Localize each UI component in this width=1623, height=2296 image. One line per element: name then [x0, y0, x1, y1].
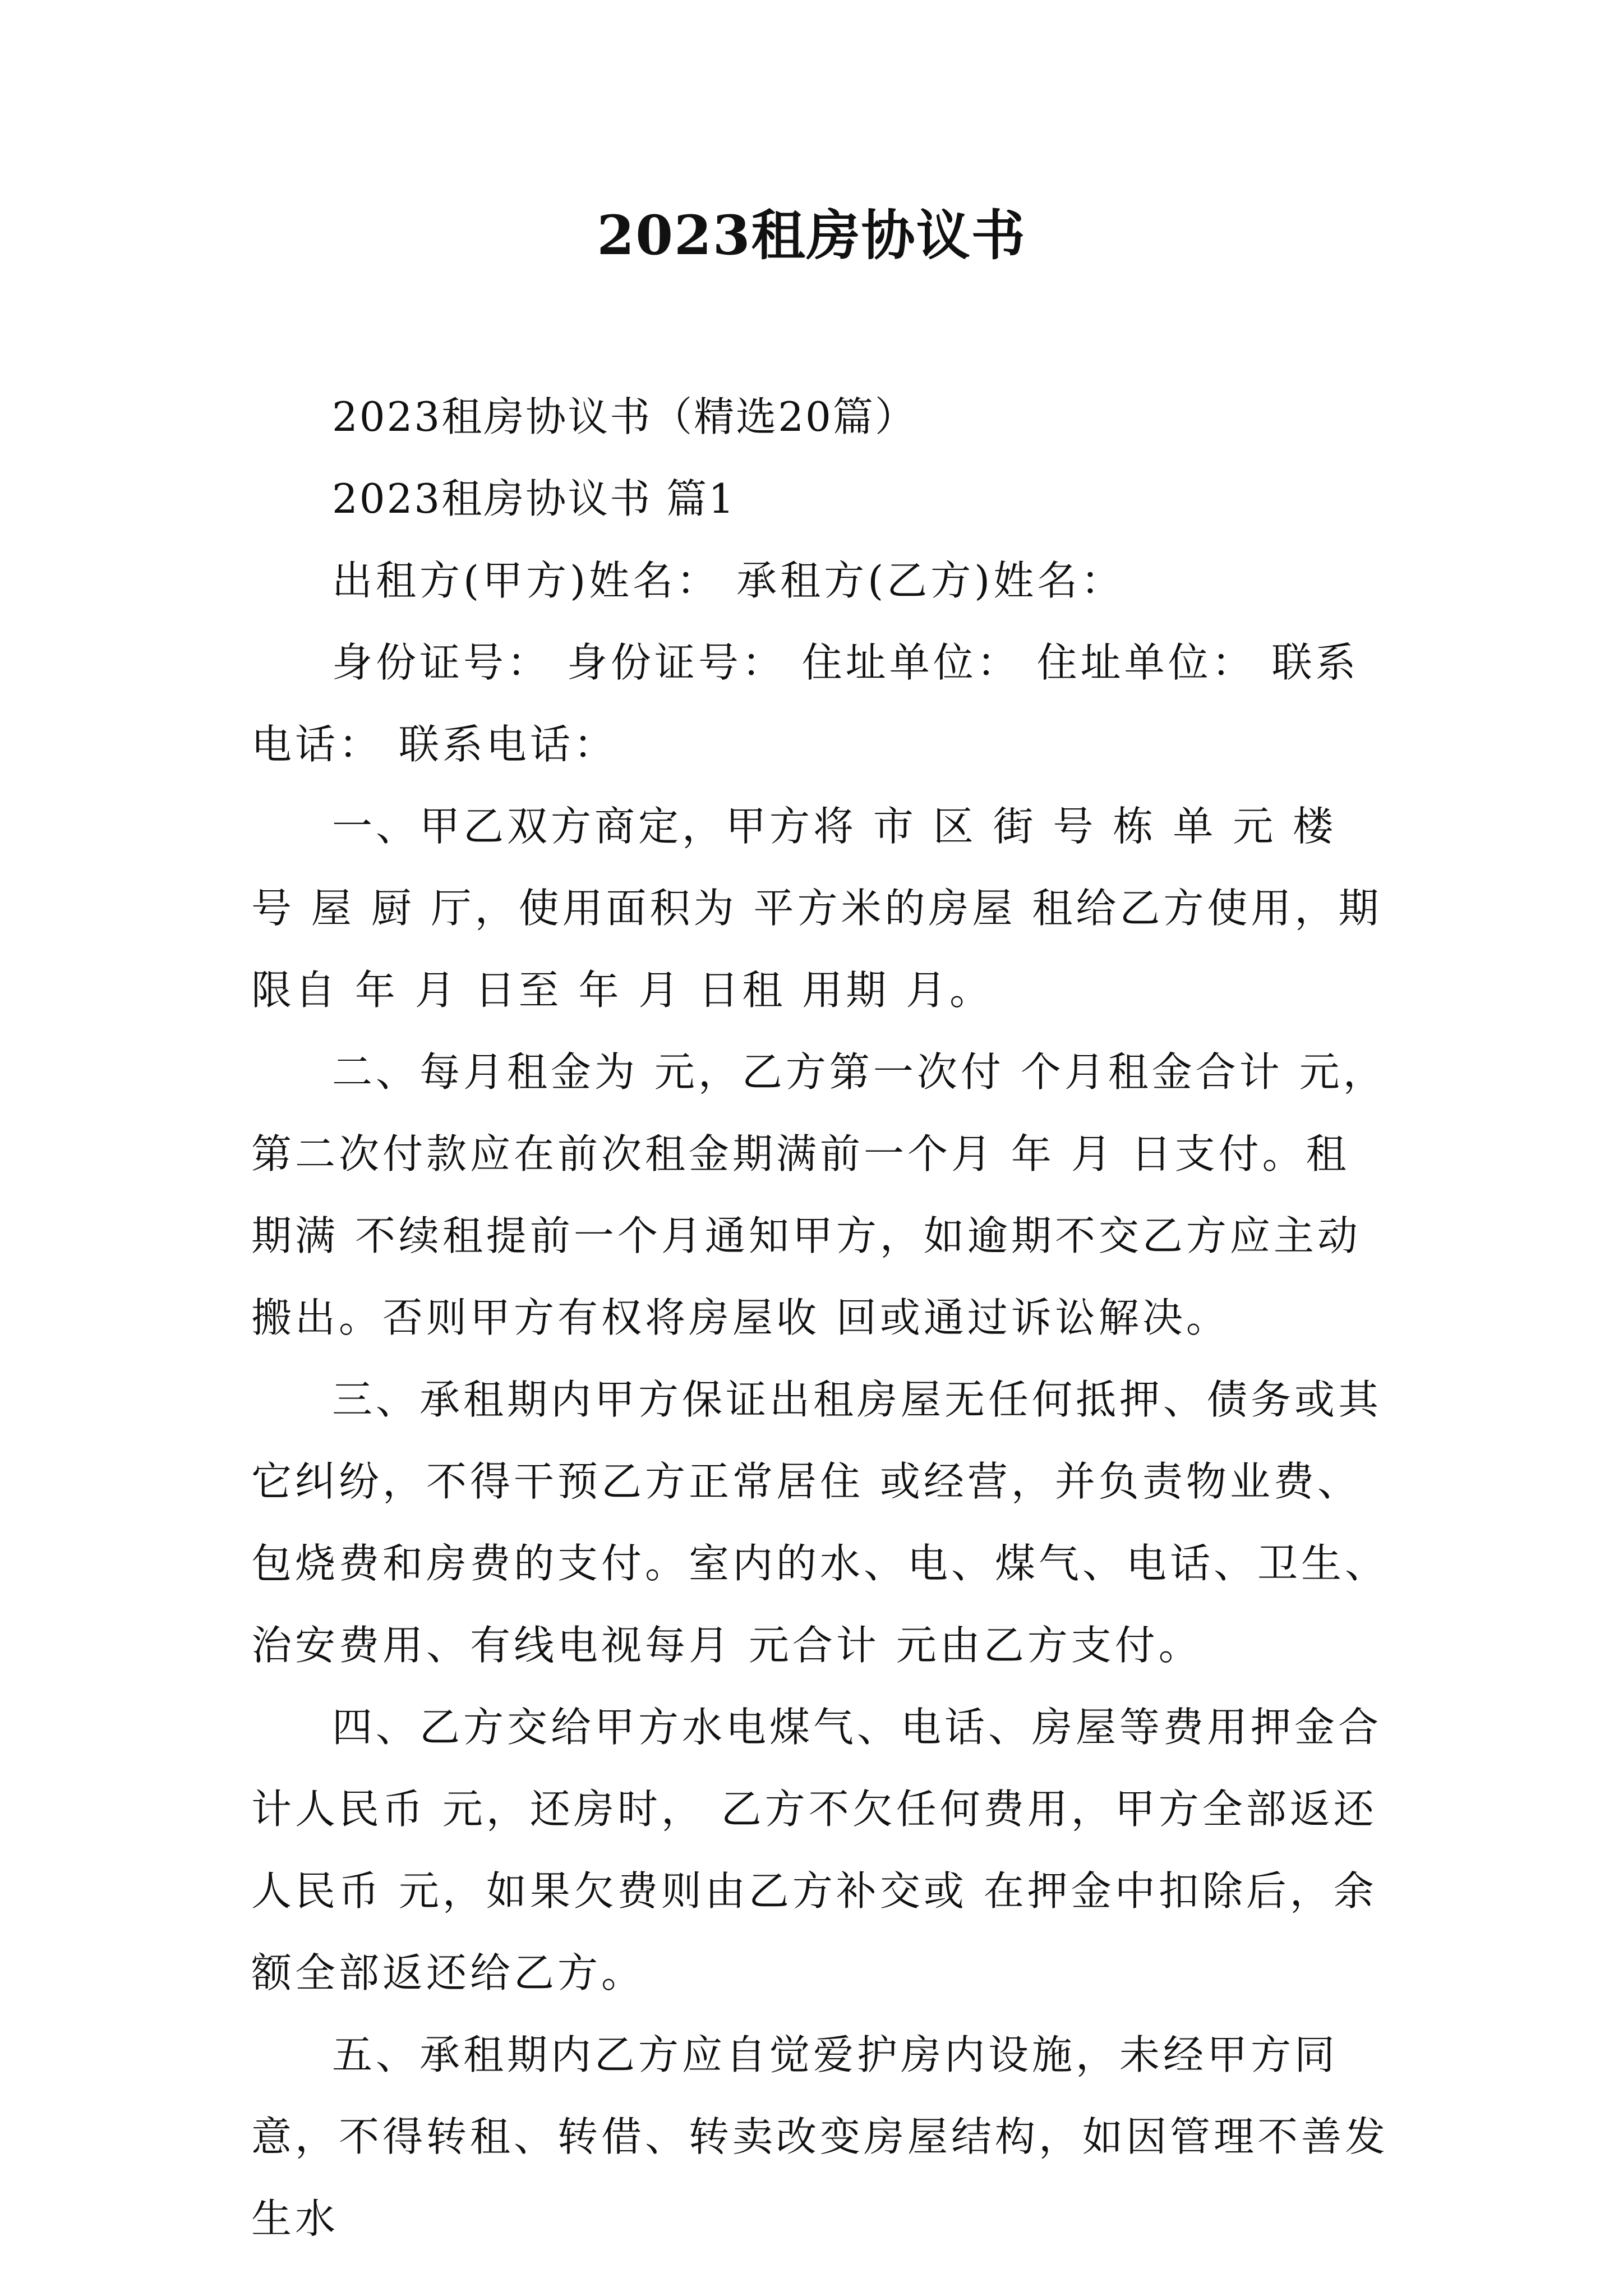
- paragraph-clause-2: 二、每月租金为 元，乙方第一次付 个月租金合计 元，第二次付款应在前次租金期满前一个月 年 月 日支付。租期满 不续租提前一个月通知甲方，如逾期不交乙方应主动搬出。否则甲方有权将房屋收 回或通过诉讼解决。: [251, 1048, 1387, 1341]
- paragraph-clause-4: 四、乙方交给甲方水电煤气、电话、房屋等费用押金合计人民币 元，还房时， 乙方不欠任何费用，甲方全部返还人民币 元，如果欠费则由乙方补交或 在押金中扣除后，余额全部返还给乙方。: [251, 1704, 1382, 1996]
- paragraph-section-heading: 2023租房协议书 篇1: [332, 475, 736, 522]
- document-body: [251, 376, 1390, 2260]
- paragraph-clause-3: 三、承租期内甲方保证出租房屋无任何抵押、债务或其它纠纷，不得干预乙方正常居住 或经营，并负责物业费、包烧费和房费的支付。室内的水、电、煤气、电话、卫生、治安费用、有线电视每月 元合计 元由乙方支付。: [251, 1376, 1389, 1669]
- paragraph-parties: 出租方(甲方)姓名： 承租方(乙方)姓名：: [332, 557, 1125, 604]
- paragraph-clause-1: 一、甲乙双方商定，甲方将 市 区 街 号 栋 单 元 楼 号 屋 厨 厅，使用面积为 平方米的房屋 租给乙方使用，期限自 年 月 日至 年 月 日租 用期 月。: [251, 803, 1382, 1014]
- paragraph-identity: 身份证号： 身份证号： 住址单位： 住址单位： 联系电话： 联系电话：: [251, 639, 1359, 768]
- paragraph-clause-5: 五、承租期内乙方应自觉爱护房内设施，未经甲方同意，不得转租、转借、转卖改变房屋结构，如因管理不善发生水: [251, 2031, 1389, 2242]
- document-title: 2023租房协议书: [597, 204, 1026, 267]
- paragraph-subtitle: 2023租房协议书（精选20篇）: [332, 393, 917, 440]
